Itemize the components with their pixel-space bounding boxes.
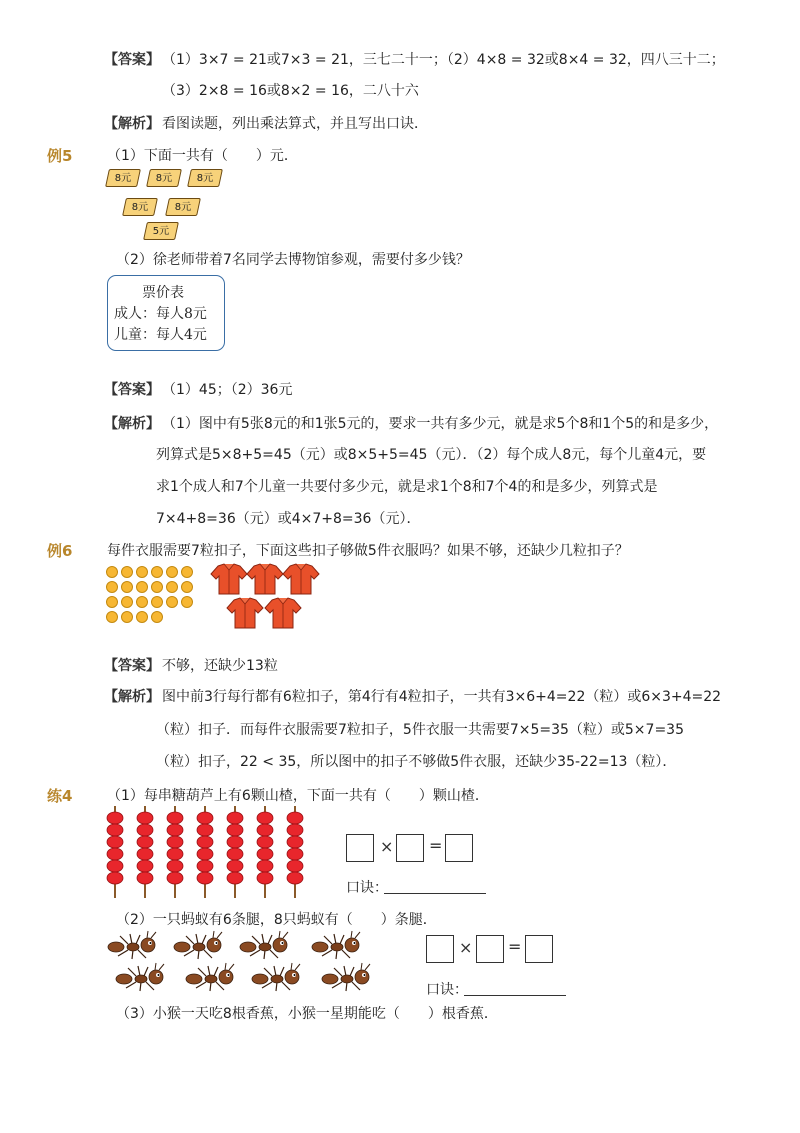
analysis-tag: 【解析】 <box>104 689 160 705</box>
ex5-analysis-line: 求1个成人和7个儿童一共要付多少元，就是求1个8和7个4的和是多少，列算式是 <box>156 479 658 495</box>
answer-box[interactable] <box>396 834 424 862</box>
pr4-question-1: （1）每串糖葫芦上有6颗山楂，下面一共有（ ）颗山楂． <box>107 788 489 804</box>
candied-haw-icon <box>227 806 243 898</box>
candied-haw-icon <box>137 806 153 898</box>
shirt-icon <box>283 564 319 594</box>
candied-haw-icon <box>107 806 123 898</box>
button-coin-icon <box>151 581 163 593</box>
shirt-icon <box>227 598 263 628</box>
koujue-label: 口诀： <box>426 982 468 998</box>
answer-tag: 【答案】 <box>104 382 160 398</box>
analysis-tag: 【解析】 <box>104 116 160 132</box>
ant-icon <box>174 931 222 959</box>
ex5-analysis-line: （1）图中有5张8元的和1张5元的，要求一共有多少元，就是求5个8和1个5的和是多少， <box>162 416 719 432</box>
button-coin-icon <box>106 566 118 578</box>
ex6-answer: 不够，还缺少13粒 <box>162 658 278 674</box>
koujue-blank[interactable] <box>464 995 566 996</box>
ex6-question: 每件衣服需要7粒扣子，下面这些扣子够做5件衣服吗？如果不够，还缺少几粒扣子？ <box>107 543 629 559</box>
ex6-analysis-line: （粒）扣子，22 < 35，所以图中的扣子不够做5件衣服，还缺少35-22=13（粒）． <box>156 754 677 770</box>
answer-line-2: （3）2×8 = 16或8×2 = 16，二八十六 <box>162 83 419 99</box>
analysis-tag: 【解析】 <box>104 416 160 432</box>
answer-box[interactable] <box>525 935 553 963</box>
ants-illustration <box>106 930 380 996</box>
banknote-5-yuan: 5元 <box>143 222 179 240</box>
shirts-illustration <box>210 562 325 632</box>
example-5-label: 例5 <box>47 147 73 165</box>
button-coin-icon <box>166 596 178 608</box>
button-coin-icon <box>166 581 178 593</box>
button-coin-icon <box>121 596 133 608</box>
candied-haw-icon <box>257 806 273 898</box>
button-coin-icon <box>181 596 193 608</box>
analysis-text: 看图读题，列出乘法算式，并且写出口诀． <box>162 116 428 132</box>
banknote-8-yuan: 8元 <box>105 169 141 187</box>
answer-tag: 【答案】 <box>104 658 160 674</box>
ex6-analysis-line: （粒）扣子．而每件衣服需要7粒扣子，5件衣服一共需要7×5=35（粒）或5×7=35 <box>156 722 684 738</box>
ant-icon <box>312 931 360 959</box>
button-coin-icon <box>121 566 133 578</box>
button-coin-icon <box>106 581 118 593</box>
button-coin-icon <box>106 596 118 608</box>
button-coin-icon <box>136 611 148 623</box>
button-coin-icon <box>106 611 118 623</box>
pr4-question-2: （2）一只蚂蚁有6条腿，8只蚂蚁有（ ）条腿． <box>116 912 437 928</box>
ant-icon <box>240 931 288 959</box>
button-coin-icon <box>136 581 148 593</box>
ex5-question-2: （2）徐老师带着7名同学去博物馆参观，需要付多少钱？ <box>116 252 470 268</box>
button-coin-icon <box>151 611 163 623</box>
candied-haw-icon <box>197 806 213 898</box>
banknote-8-yuan: 8元 <box>122 198 158 216</box>
equals-sign: = <box>508 937 522 956</box>
ex6-analysis-line: 图中前3行每行都有6粒扣子，第4行有4粒扣子，一共有3×6+4=22（粒）或6×3+4=22 <box>162 689 722 705</box>
ticket-price-table <box>107 275 225 351</box>
button-coin-icon <box>121 581 133 593</box>
answer-box[interactable] <box>346 834 374 862</box>
koujue-blank[interactable] <box>384 893 486 894</box>
ex5-answer: （1）45；（2）36元 <box>162 382 293 398</box>
ex5-analysis-line: 7×4+8=36（元）或4×7+8=36（元）． <box>156 511 421 527</box>
answer-box[interactable] <box>426 935 454 963</box>
candied-haw-icon <box>287 806 303 898</box>
button-coin-icon <box>136 596 148 608</box>
ant-icon <box>186 963 234 991</box>
button-coin-icon <box>151 596 163 608</box>
ant-icon <box>322 963 370 991</box>
shirt-icon <box>265 598 301 628</box>
practice-4-label: 练4 <box>47 787 73 805</box>
times-sign: × <box>380 837 394 856</box>
times-sign: × <box>459 938 473 957</box>
shirt-icon <box>211 564 247 594</box>
banknote-8-yuan: 8元 <box>146 169 182 187</box>
button-coin-icon <box>181 581 193 593</box>
candied-haw-icon <box>167 806 183 898</box>
candied-haws-illustration <box>104 806 314 898</box>
koujue-label: 口诀： <box>346 880 388 896</box>
button-coin-icon <box>166 566 178 578</box>
banknote-8-yuan: 8元 <box>165 198 201 216</box>
answer-line-1: （1）3×7 = 21或7×3 = 21，三七二十一；（2）4×8 = 32或8×4 = 32，四八三十二； <box>162 52 725 68</box>
pr4-question-3: （3）小猴一天吃8根香蕉，小猴一星期能吃（ ）根香蕉． <box>116 1006 498 1022</box>
answer-box[interactable] <box>476 935 504 963</box>
button-coin-icon <box>121 611 133 623</box>
button-coin-icon <box>181 566 193 578</box>
button-coin-icon <box>151 566 163 578</box>
ticket-child-price: 儿童：每人4元 <box>114 327 207 343</box>
ex5-analysis-line: 列算式是5×8+5=45（元）或8×5+5=45（元）．（2）每个成人8元，每个儿童4元，要 <box>156 447 707 463</box>
ant-icon <box>252 963 300 991</box>
equals-sign: = <box>429 836 443 855</box>
answer-tag: 【答案】 <box>104 52 160 68</box>
banknote-8-yuan: 8元 <box>187 169 223 187</box>
ant-icon <box>116 963 164 991</box>
answer-box[interactable] <box>445 834 473 862</box>
button-coin-icon <box>136 566 148 578</box>
ticket-adult-price: 成人：每人8元 <box>114 306 207 322</box>
shirt-icon <box>247 564 283 594</box>
ex5-question-1: （1）下面一共有（ ）元． <box>107 148 298 164</box>
ant-icon <box>108 931 156 959</box>
ticket-title: 票价表 <box>142 285 184 301</box>
example-6-label: 例6 <box>47 542 73 560</box>
